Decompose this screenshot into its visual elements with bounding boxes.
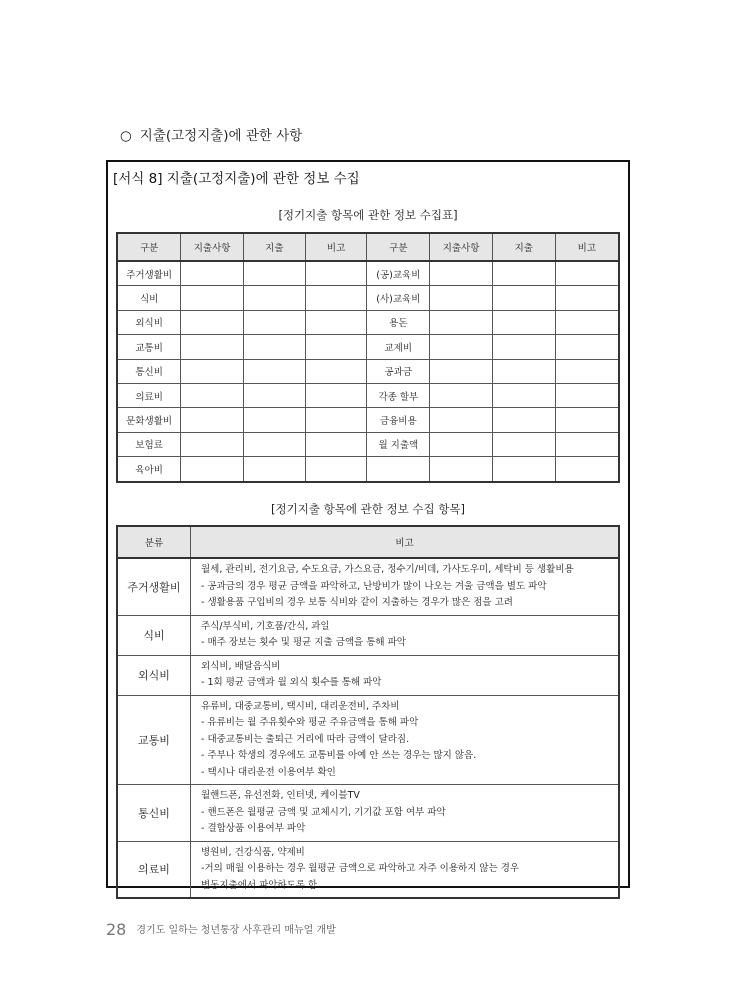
input-cell[interactable] (555, 261, 619, 286)
input-cell[interactable] (430, 457, 493, 482)
category-cell: 통신비 (117, 785, 191, 842)
table-row (117, 286, 619, 310)
category-cell: 외식비 (117, 655, 191, 695)
input-cell[interactable] (555, 383, 619, 407)
input-cell[interactable] (555, 310, 619, 334)
remark-line: - 대중교통비는 출퇴근 거리에 따라 금액이 달라짐. (201, 733, 410, 745)
remark-line: 월세, 관리비, 전기요금, 수도요금, 가스요금, 정수기/비데, 가사도우미, 세탁비 등 생활비용 (201, 564, 574, 575)
remark-line: 유류비, 대중교통비, 택시비, 대리운전비, 주차비 (201, 700, 400, 712)
remark-line: - 결합상품 이용여부 파악 (201, 823, 306, 834)
remarks-cell (191, 655, 620, 695)
remark-line: - 핸드폰은 월평균 금액 및 교체시기, 기기값 포함 여부 파악 (201, 806, 446, 818)
input-cell[interactable] (430, 383, 493, 407)
remark-line: - 유류비는 월 주유횟수와 평균 주유금액을 통해 파악 (201, 717, 419, 728)
remark-line: 월핸드폰, 유선전화, 인터넷, 케이블TV (201, 790, 360, 801)
input-cell[interactable] (243, 408, 305, 432)
category-cell: (사)교육비 (367, 286, 430, 310)
remarks-cell (191, 558, 620, 615)
table-row (117, 261, 619, 286)
input-cell[interactable] (243, 310, 305, 334)
input-cell[interactable] (430, 408, 493, 432)
input-cell[interactable] (305, 310, 367, 334)
table2-caption: [정기지출 항목에 관한 정보 수집 항목] (271, 502, 465, 516)
table-row (117, 335, 619, 359)
input-cell[interactable] (430, 261, 493, 286)
input-cell[interactable] (430, 286, 493, 310)
input-cell[interactable] (305, 359, 367, 383)
category-cell (367, 457, 430, 482)
category-cell: 용돈 (367, 310, 430, 334)
input-cell[interactable] (492, 408, 555, 432)
category-cell: 의료비 (117, 841, 191, 898)
input-cell[interactable] (555, 359, 619, 383)
footer-text: 경기도 일하는 청년통장 사후관리 매뉴얼 개발 (136, 925, 336, 936)
category-cell: 교제비 (367, 335, 430, 359)
input-cell[interactable] (305, 261, 367, 286)
input-cell[interactable] (492, 310, 555, 334)
input-cell[interactable] (492, 359, 555, 383)
input-cell[interactable] (243, 359, 305, 383)
category-cell: 식비 (117, 286, 181, 310)
input-cell[interactable] (492, 383, 555, 407)
table-row (117, 785, 619, 842)
table-row (117, 408, 619, 432)
input-cell[interactable] (243, 261, 305, 286)
table-row (117, 383, 619, 407)
table-row (117, 841, 619, 898)
category-cell: 금융비용 (367, 408, 430, 432)
section-heading (120, 124, 302, 144)
category-cell: 교통비 (117, 695, 191, 785)
remark-line: 주식/부식비, 기호품/간식, 과일 (201, 620, 330, 632)
remark-line: 외식비, 배달음식비 (201, 660, 281, 672)
table-row (117, 457, 619, 482)
remark-line: -거의 매월 이용하는 경우 월평균 금액으로 파악하고 자주 이용하지 않는 경우 (201, 863, 520, 874)
input-cell[interactable] (181, 261, 244, 286)
input-cell[interactable] (492, 335, 555, 359)
input-cell[interactable] (181, 383, 244, 407)
input-cell[interactable] (243, 383, 305, 407)
page-footer (106, 920, 336, 939)
input-cell[interactable] (555, 432, 619, 456)
header-remarks: 비고 (191, 526, 620, 558)
input-cell[interactable] (305, 383, 367, 407)
input-cell[interactable] (181, 286, 244, 310)
remark-line: 변동지출에서 파악하도록 함. (201, 879, 321, 891)
page-number: 28 (106, 920, 127, 939)
input-cell[interactable] (492, 432, 555, 456)
remark-line: - 주부나 학생의 경우에도 교통비를 아예 안 쓰는 경우는 많지 않음. (201, 750, 477, 761)
input-cell[interactable] (181, 432, 244, 456)
category-cell: 보험료 (117, 432, 181, 456)
table-row (117, 655, 619, 695)
remarks-cell (191, 785, 620, 842)
header-category-left: 구분 (117, 233, 181, 261)
category-cell: (공)교육비 (367, 261, 430, 286)
section-heading-text: 지출(고정지출)에 관한 사항 (139, 128, 303, 144)
input-cell[interactable] (181, 310, 244, 334)
header-expense-item-right: 지출사항 (430, 233, 493, 261)
input-cell[interactable] (492, 286, 555, 310)
category-cell: 주거생활비 (117, 558, 191, 615)
category-cell: 월 지출액 (367, 432, 430, 456)
input-cell[interactable] (430, 335, 493, 359)
header-expense-right: 지출 (492, 233, 555, 261)
category-cell: 교통비 (117, 335, 181, 359)
circle-bullet-icon: ○ (120, 128, 132, 144)
category-cell: 문화생활비 (117, 408, 181, 432)
category-cell: 의료비 (117, 383, 181, 407)
header-expense-item-left: 지출사항 (181, 233, 244, 261)
input-cell[interactable] (243, 457, 305, 482)
category-cell: 공과금 (367, 359, 430, 383)
remark-line: 병원비, 건강식품, 약제비 (201, 846, 305, 858)
header-expense-left: 지출 (243, 233, 305, 261)
header-classification: 분류 (117, 526, 191, 558)
input-cell[interactable] (181, 359, 244, 383)
input-cell[interactable] (430, 310, 493, 334)
remark-line: - 매주 장보는 횟수 및 평균 지출 금액을 통해 파악 (201, 637, 406, 648)
input-cell[interactable] (243, 286, 305, 310)
input-cell[interactable] (243, 432, 305, 456)
category-cell: 식비 (117, 615, 191, 655)
category-cell: 육아비 (117, 457, 181, 482)
category-cell: 각종 할부 (367, 383, 430, 407)
form-title: [서식 8] 지출(고정지출)에 관한 정보 수집 (113, 171, 360, 187)
input-cell[interactable] (305, 335, 367, 359)
input-cell[interactable] (305, 408, 367, 432)
input-cell[interactable] (430, 432, 493, 456)
header-note-left: 비고 (305, 233, 367, 261)
expense-item-guide-table (116, 525, 620, 899)
input-cell[interactable] (181, 457, 244, 482)
table-row (117, 432, 619, 456)
category-cell: 통신비 (117, 359, 181, 383)
table1-header-row (117, 233, 619, 261)
input-cell[interactable] (555, 408, 619, 432)
remarks-cell (191, 615, 620, 655)
category-cell: 주거생활비 (117, 261, 181, 286)
input-cell[interactable] (492, 457, 555, 482)
remark-line: - 1회 평균 금액과 월 외식 횟수를 통해 파악 (201, 677, 382, 688)
table1-caption: [정기지출 항목에 관한 정보 수집표] (278, 208, 458, 222)
input-cell[interactable] (555, 335, 619, 359)
input-cell[interactable] (181, 408, 244, 432)
remark-line: - 택시나 대리운전 이용여부 확인 (201, 766, 336, 778)
remark-line: - 공과금의 경우 평균 금액을 파악하고, 난방비가 많이 나오는 겨울 금액을 별도 파악 (201, 580, 547, 592)
category-cell: 외식비 (117, 310, 181, 334)
table-row (117, 558, 619, 615)
input-cell[interactable] (555, 286, 619, 310)
input-cell[interactable] (181, 335, 244, 359)
table2-header-row (117, 526, 619, 558)
table-row (117, 695, 619, 785)
header-note-right: 비고 (555, 233, 619, 261)
input-cell[interactable] (305, 432, 367, 456)
table-row (117, 615, 619, 655)
input-cell[interactable] (430, 359, 493, 383)
input-cell[interactable] (305, 457, 367, 482)
header-category-right: 구분 (367, 233, 430, 261)
input-cell[interactable] (305, 286, 367, 310)
input-cell[interactable] (555, 457, 619, 482)
remarks-cell (191, 841, 620, 898)
input-cell[interactable] (243, 335, 305, 359)
table-row (117, 310, 619, 334)
table-row (117, 359, 619, 383)
expense-collection-table (116, 232, 620, 483)
remark-line: - 생활용품 구입비의 경우 보통 식비와 같이 지출하는 경우가 많은 점을 고려 (201, 597, 513, 608)
input-cell[interactable] (492, 261, 555, 286)
remarks-cell (191, 695, 620, 785)
